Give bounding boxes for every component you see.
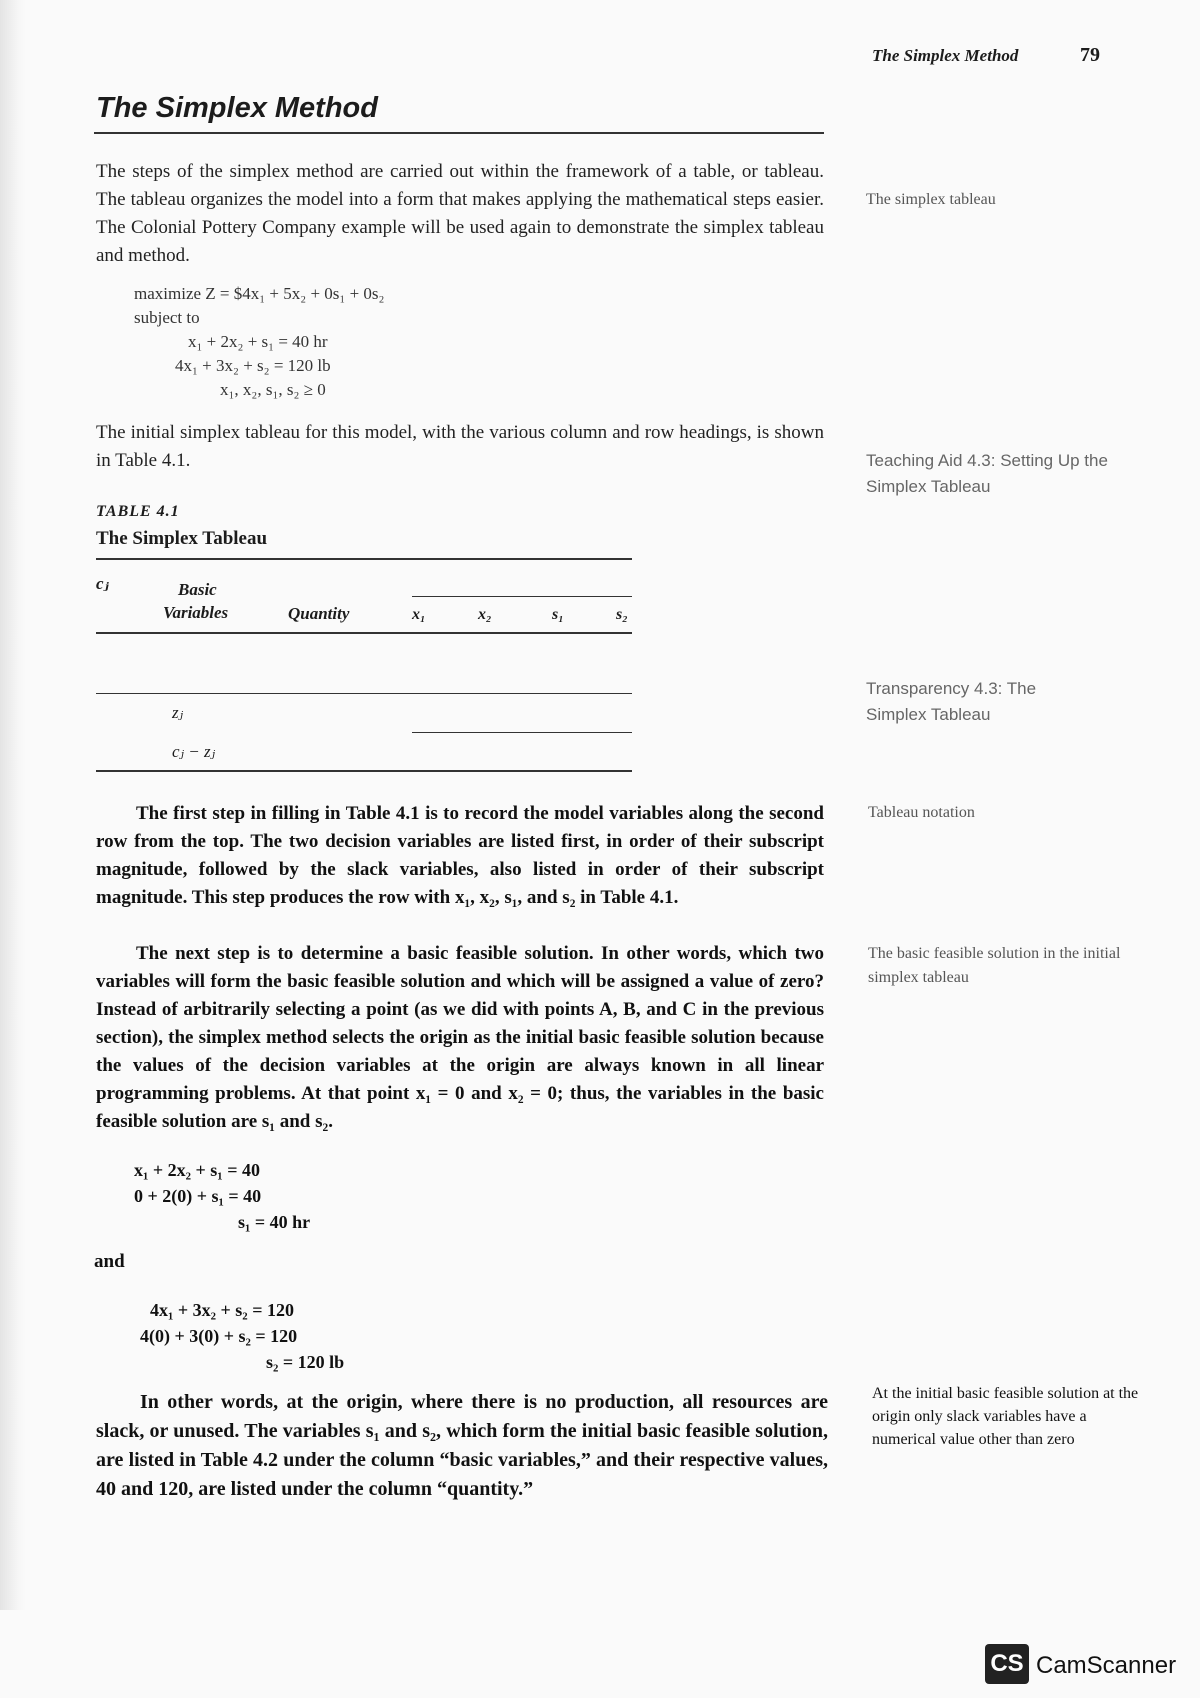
page-number: 79: [1080, 44, 1100, 66]
eq1-line1: x₁ + 2x₂ + s₁ = 40: [134, 1160, 260, 1180]
nonnegativity: x₁, x₂, s₁, s₂ ≥ 0: [220, 380, 326, 399]
table-col-x2: x₂: [478, 606, 492, 623]
table-variables-header: Variables: [163, 603, 229, 622]
table-bottom-rule: [96, 770, 632, 772]
table-title: The Simplex Tableau: [96, 528, 268, 549]
section-title: The Simplex Method: [96, 92, 378, 124]
constraint-1: x₁ + 2x₂ + s₁ = 40 hr: [188, 332, 328, 351]
margin-note-simplex-tableau: The simplex tableau: [866, 191, 996, 208]
and-word: and: [94, 1251, 125, 1272]
subject-to-label: subject to: [134, 308, 200, 327]
margin-note-transparency: Transparency 4.3: The Simplex Tableau: [866, 679, 1037, 724]
table-quantity-header: Quantity: [288, 604, 350, 623]
eq2-line2: 4(0) + 3(0) + s₂ = 120: [140, 1326, 298, 1346]
eq1-line2: 0 + 2(0) + s₁ = 40: [134, 1186, 262, 1206]
table-col-s1: s₁: [552, 606, 564, 623]
table-basic-header: Basic: [178, 580, 217, 599]
title-rule: [94, 132, 824, 134]
table-zj-rule: [412, 732, 632, 733]
constraint-2: 4x₁ + 3x₂ + s₂ = 120 lb: [175, 356, 331, 375]
intro-paragraph: The steps of the simplex method are carried out within the framework of a table, or tableau. The tableau organizes the model into a form that makes applying the mathematical steps easier. The Colonial Pottery Company example will be used again to demonstrate the simplex tableau and method.: [96, 161, 824, 266]
origin-paragraph: In other words, at the origin, where there is no production, all resources are slack, or unused. The variables s₁ and s₂, which form the initial basic feasible solution, are listed in Table 4.2 under the column “basic variables,” and their respective values, 40 and 120, are listed under the column “quantity.”: [96, 1391, 828, 1500]
running-head: The Simplex Method: [872, 46, 1019, 65]
table-top-rule: [96, 558, 632, 560]
next-step-paragraph: The next step is to determine a basic feasible solution. In other words, which two variables will form the basic feasible solution and which will be assigned a value of zero? Instead of arbitrarily selecting a point (as we did with points A, B, and C in the previous section), the simplex method selects the origin as the initial basic feasible solution because the values of the decision variables at the origin are always known in all linear programming problems. At that point x₁ = 0 and x₂ = 0; thus, the variables in the basic feasible solution are s₁ and s₂.: [96, 943, 824, 1132]
table-col-x1: x₁: [412, 606, 426, 623]
margin-note-tableau-notation: Tableau notation: [868, 804, 975, 821]
table-header-rule: [96, 632, 632, 634]
table-label: TABLE 4.1: [96, 503, 180, 520]
eq2-line1: 4x₁ + 3x₂ + s₂ = 120: [150, 1300, 294, 1320]
table-col-s2: s₂: [616, 606, 628, 623]
table-cj-header: cⱼ: [96, 574, 109, 593]
camscanner-logo-mark: CS: [985, 1644, 1029, 1684]
table-cj-rule: [412, 596, 632, 597]
scan-edge-shadow: [0, 0, 26, 1610]
table-cj-zj-label: cⱼ − zⱼ: [172, 742, 216, 761]
table-body-rule: [96, 693, 632, 694]
eq1-line3: s₁ = 40 hr: [238, 1212, 311, 1232]
objective-function: maximize Z = $4x₁ + 5x₂ + 0s₁ + 0s₂: [134, 284, 385, 303]
margin-note-teaching-aid: Teaching Aid 4.3: Setting Up the Simplex Tableau: [866, 451, 1108, 496]
table-zj-label: zⱼ: [172, 703, 184, 722]
margin-note-initial-solution: At the initial basic feasible solution at the origin only slack variables have a numerical value other than zero: [872, 1385, 1139, 1448]
first-step-paragraph: The first step in filling in Table 4.1 is to record the model variables along the second row from the top. The two decision variables are listed first, in order of their subscript magnitude, followed by the slack variables, also listed in order of their subscript magnitude. This step produces the row with x₁, x₂, s₁, and s₂ in Table 4.1.: [96, 803, 824, 908]
camscanner-logo-text: CamScanner: [1036, 1652, 1177, 1679]
eq2-line3: s₂ = 120 lb: [266, 1352, 345, 1372]
table-intro-paragraph: The initial simplex tableau for this model, with the various column and row headings, is shown in Table 4.1.: [96, 422, 824, 471]
margin-note-basic-feasible: The basic feasible solution in the initial simplex tableau: [868, 945, 1121, 986]
